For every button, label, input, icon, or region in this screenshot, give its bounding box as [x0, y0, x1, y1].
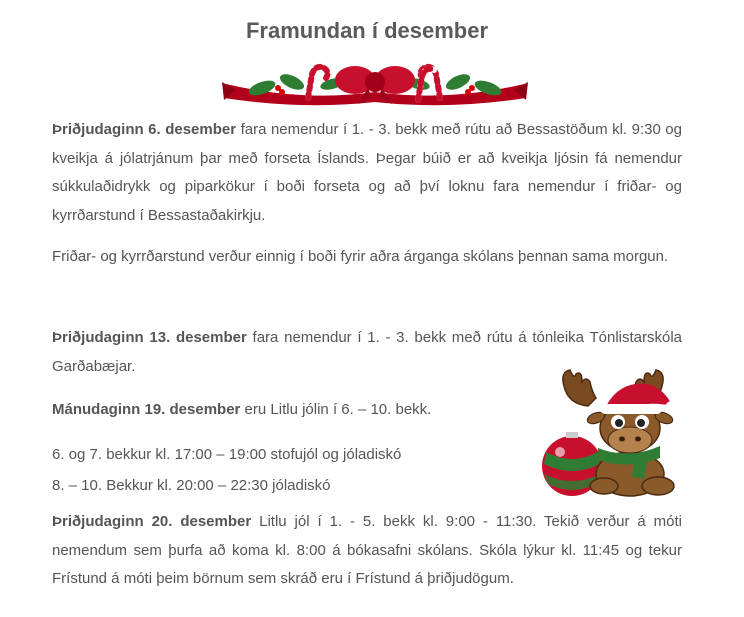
event-date: Mánudaginn 19. desember — [52, 401, 241, 418]
event-paragraph-calm-hour — [52, 243, 682, 272]
event-paragraph-dec-20 — [52, 508, 682, 594]
event-date: Þriðjudaginn 6. desember — [52, 121, 237, 138]
event-date: Þriðjudaginn 20. desember — [52, 513, 252, 530]
event-date: Þriðjudaginn 13. desember — [52, 329, 247, 346]
event-paragraph-dec-6 — [52, 116, 682, 230]
event-text: fara nemendur í 1. - 3. bekk með rútu að Bessastöðum kl. 9:30 og kveikja á jólatrjánum þar með forseta Íslands. Þegar búið er að kveikja ljósin fá nemendur súkkulaðidrykk og piparkökur í boði forseta og að því loknu fara nemendur í friðar- og kyrrðarstund í Bessastaðakirkju. — [52, 121, 682, 224]
event-text: eru Litlu jólin í 6. – 10. bekk. — [240, 401, 432, 418]
event-text: 6. og 7. bekkur kl. 17:00 – 19:00 stofujól og jóladiskó — [52, 446, 402, 463]
event-text: Friðar- og kyrrðarstund verður einnig í boði fyrir aðra árganga skólans þennan sama morgun. — [52, 248, 669, 265]
page-title: Framundan í desember — [245, 18, 489, 43]
christmas-moose-icon — [538, 366, 688, 500]
event-text: fara nemendur í 1. - 3. bekk með rútu á tónleika Tónlistarskóla Garðabæjar. — [52, 329, 683, 375]
christmas-garland-icon — [222, 58, 528, 108]
event-text: Litlu jól í 1. - 5. bekk kl. 9:00 - 11:30. Tekið verður á móti nemendum sem þurfa að koma kl. 8:00 á bókasafni skólans. Skóla lýkur kl. 11:45 og tekur Frístund á móti þeim börnum sem skráð eru í Frístund á þriðjudögum. — [52, 513, 682, 587]
event-text: 8. – 10. Bekkur kl. 20:00 – 22:30 jóladiskó — [52, 477, 331, 494]
